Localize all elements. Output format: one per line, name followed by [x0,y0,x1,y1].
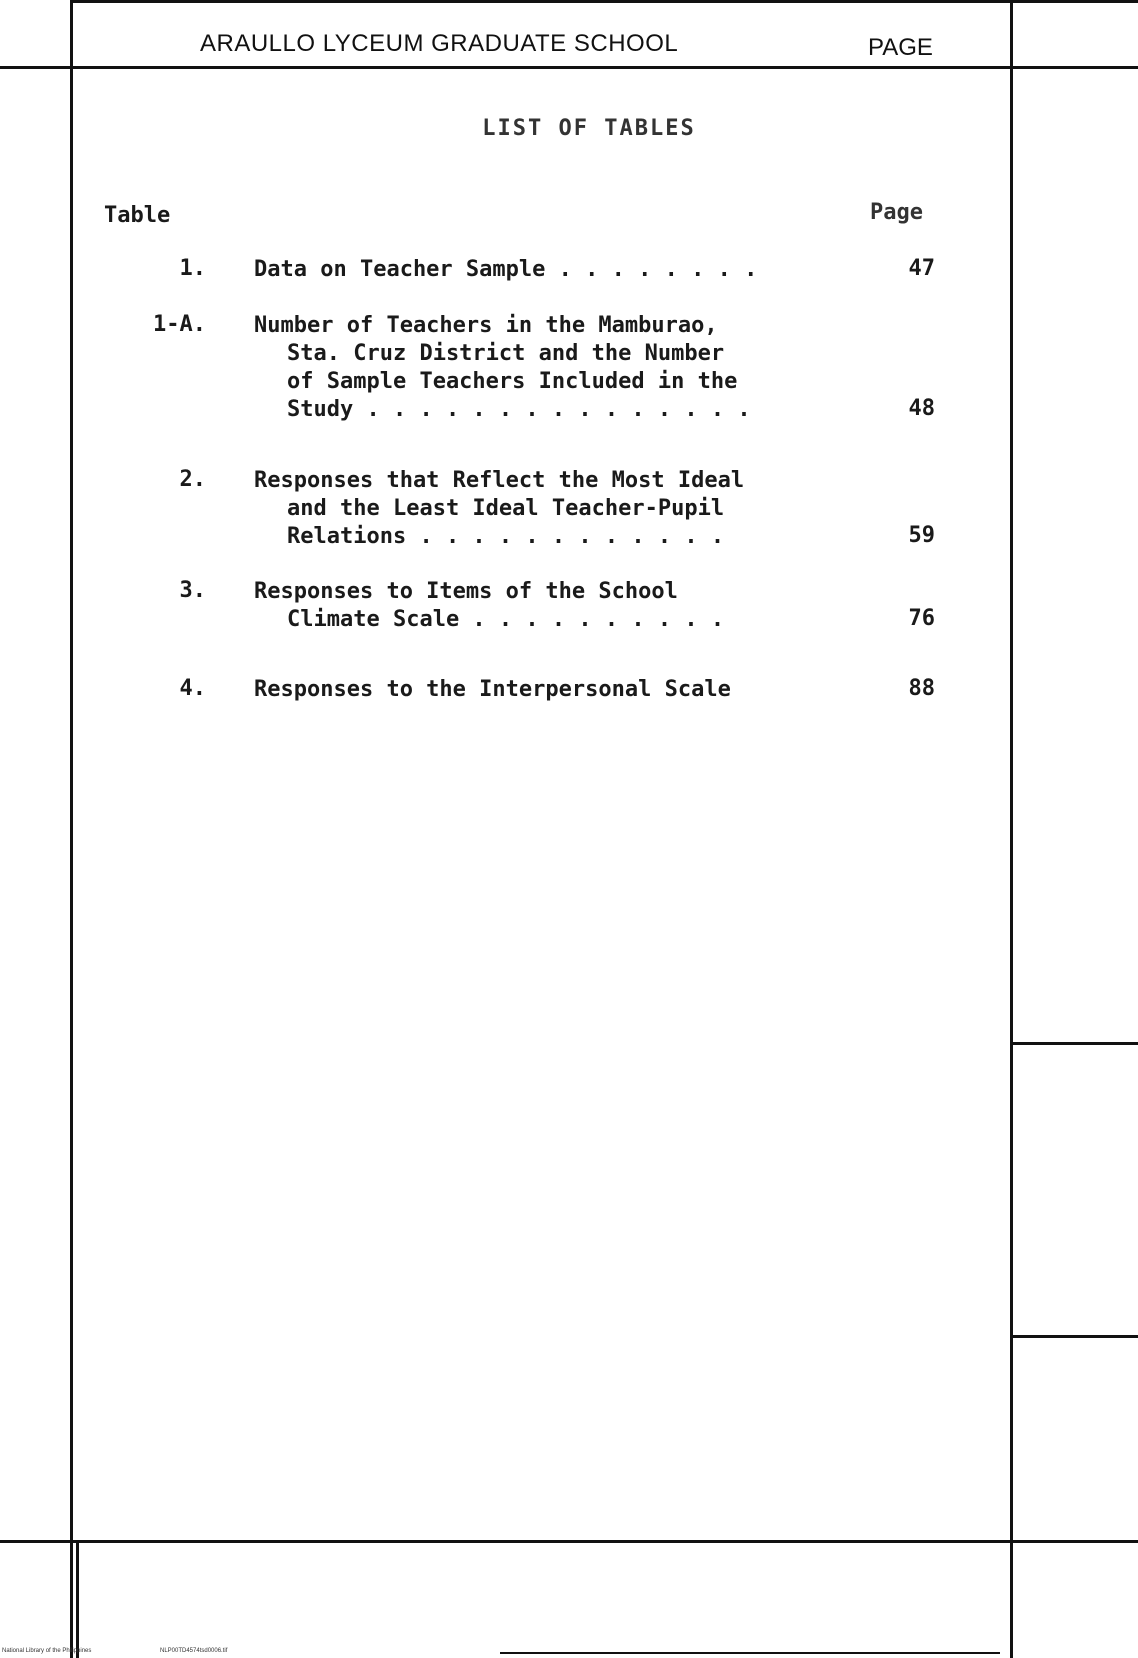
entry-number: 2. [179,467,206,492]
entry-number: 3. [179,578,206,603]
right-margin-rule-1 [1010,1042,1138,1045]
entry-number: 4. [179,676,206,701]
entry-title [254,578,864,634]
entry-page-number: 88 [908,676,935,701]
entry-title-line: of Sample Teachers Included in the [287,369,738,394]
entry-title [254,312,864,424]
entry-title-line: Study . . . . . . . . . . . . . . . [287,397,751,422]
column-header-table: Table [104,203,171,228]
entry-title-line: Climate Scale . . . . . . . . . . [287,607,725,632]
bottom-rule [500,1652,1000,1654]
footer-rule [0,1540,1138,1543]
frame-left-line [70,0,73,1658]
entry-title [254,467,864,551]
page-title: LIST OF TABLES [482,116,696,141]
entry-title-line: Sta. Cruz District and the Number [287,341,725,366]
column-header-page: Page [870,200,923,225]
header-rule [0,66,1138,69]
entry-title-line: Relations . . . . . . . . . . . . [287,524,725,549]
entry-title [254,676,864,704]
right-margin-rule-2 [1010,1335,1138,1338]
entry-title-line: and the Least Ideal Teacher-Pupil [287,496,725,521]
entry-page-number: 48 [908,396,935,421]
entry-title-line: Number of Teachers in the Mamburao, [254,313,718,338]
entry-page-number: 59 [908,523,935,548]
entry-number: 1. [179,256,206,281]
entry-number: 1-A. [153,312,206,337]
footer-source: National Library of the Philippines [2,1648,92,1654]
entry-title [254,256,864,284]
entry-title-line: Responses to Items of the School [254,579,678,604]
page-label: PAGE [868,34,933,61]
entry-title-line: Responses to the Interpersonal Scale [254,677,731,702]
entry-page-number: 47 [908,256,935,281]
entry-page-number: 76 [908,606,935,631]
entry-title-line: Responses that Reflect the Most Ideal [254,468,745,493]
frame-left-line-lower [76,1540,79,1658]
top-rule [70,0,1138,3]
school-name: ARAULLO LYCEUM GRADUATE SCHOOL [200,30,679,57]
footer-file: NLP00TD4574tsd0006.tif [160,1648,228,1654]
frame-right-line [1010,0,1013,1658]
entry-title-line: Data on Teacher Sample . . . . . . . . [254,257,758,282]
